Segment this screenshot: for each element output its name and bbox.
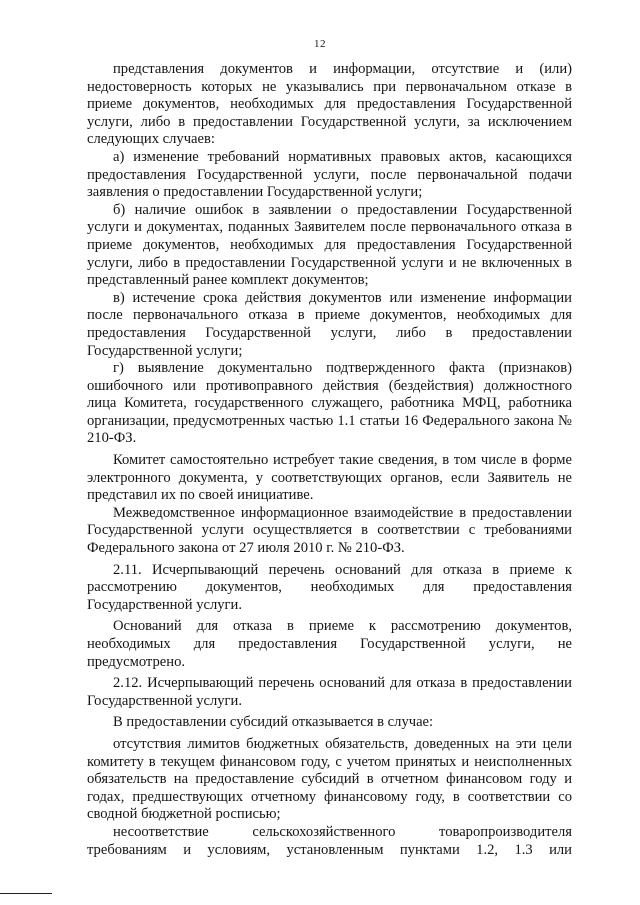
paragraph-item-a: а) изменение требований нормативных правовых актов, касающихся предоставления Государственной услуги, после первоначальной подачи заявления о предоставлении Государственной услуги; bbox=[87, 148, 572, 201]
paragraph-item-b: б) наличие ошибок в заявлении о предоставлении Государственной услуги и документах, поданных Заявителем после первоначального отказа в приеме документов, необходимых для предоставления Государственной услуги, либо в предоставлении Государственной услуги и не включенных в представленный ранее комплект документов; bbox=[87, 201, 572, 289]
paragraph-section-2-11: 2.11. Исчерпывающий перечень оснований для отказа в приеме к рассмотрению документов, необходимых для предоставления Государственной услуги. bbox=[87, 561, 572, 613]
paragraph-interagency: Межведомственное информационное взаимодействие в предоставлении Государственной услуги осуществляется в соответствии с требованиями Федерального закона от 27 июля 2010 г. № 210-ФЗ. bbox=[87, 504, 572, 557]
paragraph-requirements-mismatch: несоответствие сельскохозяйственного товаропроизводителя требованиям и условиям, установленным пунктами 1.2, 1.3 или bbox=[87, 823, 572, 858]
paragraph-no-grounds: Оснований для отказа в приеме к рассмотрению документов, необходимых для предоставления Государственной услуги, не предусмотрено. bbox=[87, 618, 572, 670]
footer-rule bbox=[0, 893, 52, 894]
page-number: 12 bbox=[314, 38, 326, 50]
document-body bbox=[87, 61, 572, 859]
paragraph-item-v: в) истечение срока действия документов или изменение информации после первоначального отказа в приеме документов, необходимых для предоставления Государственной услуги, либо в предоставлении Государственной услуги; bbox=[87, 289, 572, 359]
paragraph-refusal-exceptions: представления документов и информации, отсутствие и (или) недостоверность которых не указывались при первоначальном отказе в приеме документов, необходимых для предоставления Государственной услуги, либо в предоставлении Государственной услуги, за исключением следующих случаев: bbox=[87, 61, 572, 148]
paragraph-committee-requests: Комитет самостоятельно истребует такие сведения, в том числе в форме электронного документа, у соответствующих органов, если Заявитель не представил их по своей инициативе. bbox=[87, 452, 572, 504]
paragraph-subsidy-refusal: В предоставлении субсидий отказывается в случае: bbox=[113, 714, 434, 731]
paragraph-item-g: г) выявление документально подтвержденного факта (признаков) ошибочного или противоправного действия (бездействия) должностного лица Комитета, государственного служащего, работника МФЦ, работника организации, предусмотренных частью 1.1 статьи 16 Федерального закона № 210-ФЗ. bbox=[87, 360, 572, 447]
paragraph-section-2-12: 2.12. Исчерпывающий перечень оснований для отказа в предоставлении Государственной услуги. bbox=[87, 675, 572, 709]
paragraph-budget-limits: отсутствия лимитов бюджетных обязательств, доведенных на эти цели комитету в текущем финансовом году, с учетом принятых и неисполненных обязательств на предоставление субсидий в отчетном финансовом году и годах, предшествующих отчетному финансовому году, в соответствии со сводной бюджетной росписью; bbox=[87, 735, 572, 823]
